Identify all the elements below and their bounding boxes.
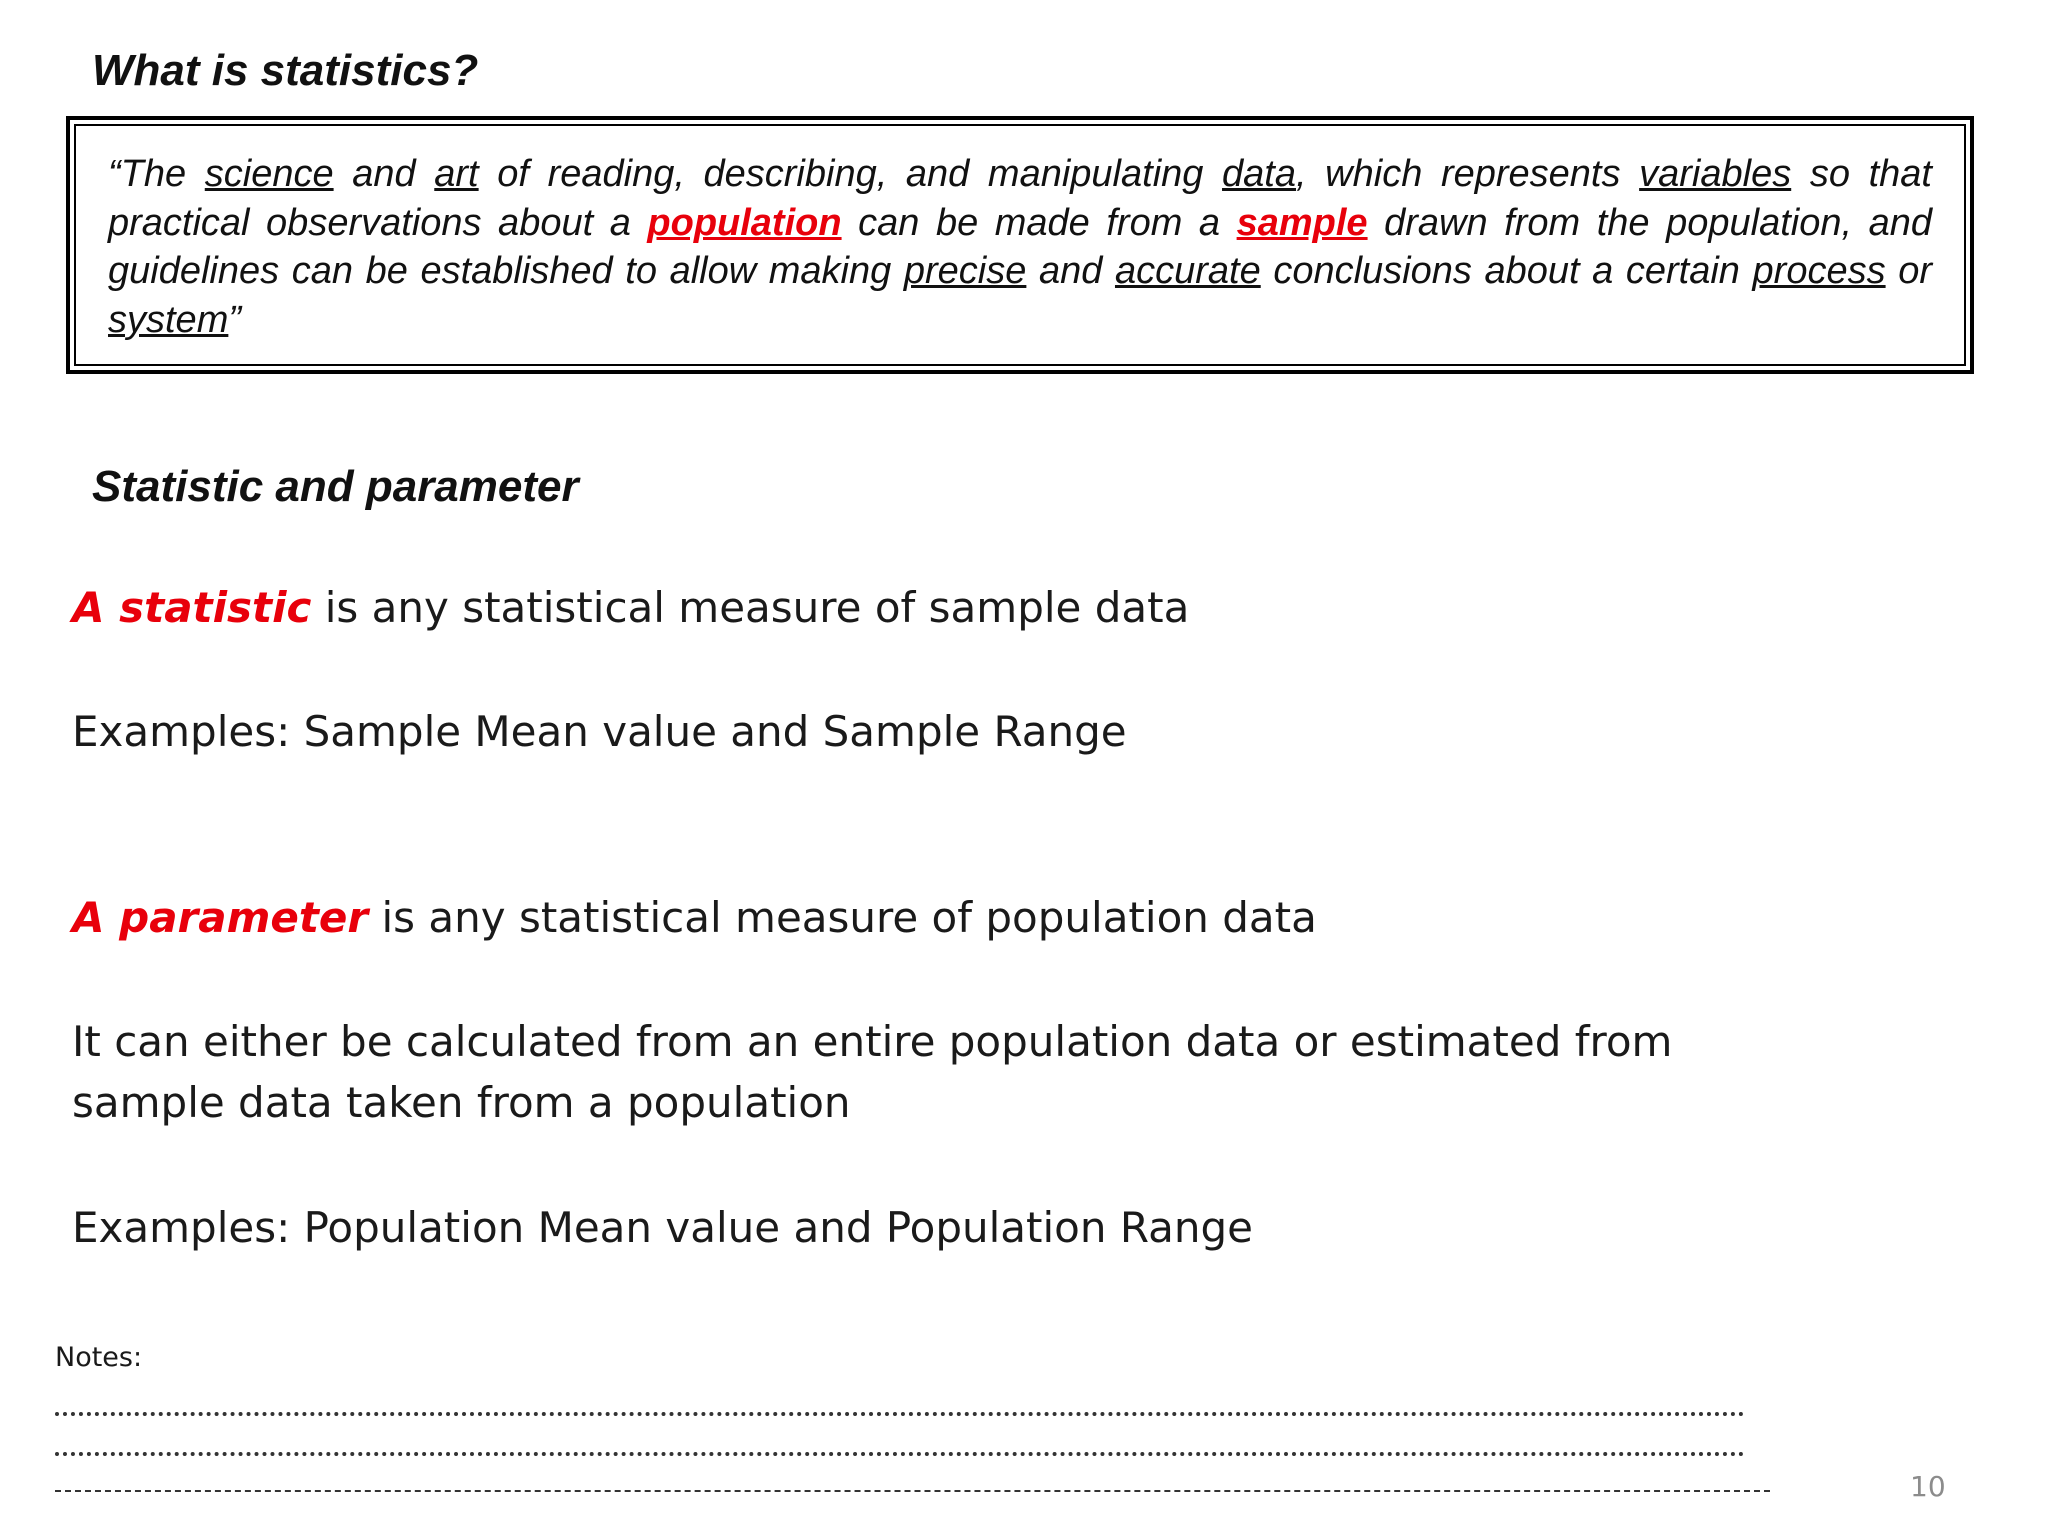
- quote-text-segment: of reading, describing, and manipulating: [478, 153, 1223, 195]
- quote-text-segment: or: [1885, 250, 1932, 292]
- quote-text-segment: conclusions about a certain: [1260, 250, 1753, 292]
- statistic-definition-text: is any statistical measure of sample data: [311, 583, 1190, 632]
- notes-label: Notes:: [55, 1342, 143, 1373]
- quote-underlined-term: art: [434, 153, 479, 195]
- quote-text-segment: and: [1026, 250, 1115, 292]
- quote-text-segment: , which represents: [1296, 153, 1640, 195]
- parameter-note-line-1: It can either be calculated from an entire population data or estimated from: [72, 1017, 1673, 1066]
- parameter-term: A parameter: [72, 893, 369, 942]
- quote-text-segment: “The: [108, 153, 205, 195]
- notes-dotted-line: [55, 1452, 1745, 1456]
- quote-key-term: population: [647, 201, 842, 244]
- quote-text-segment: can be made from a: [841, 201, 1237, 244]
- statistic-and-parameter-heading: Statistic and parameter: [92, 462, 579, 511]
- quote-text-segment: and: [333, 153, 435, 195]
- parameter-definition-text: is any statistical measure of population data: [368, 893, 1317, 942]
- definition-box-inner: [74, 124, 1966, 366]
- quote-underlined-term: precise: [903, 250, 1027, 292]
- notes-dashed-line: [55, 1490, 1770, 1492]
- quote-underlined-term: data: [1222, 153, 1296, 195]
- quote-text-segment: ”: [228, 298, 242, 341]
- quote-underlined-term: system: [108, 298, 229, 341]
- quote-underlined-term: process: [1752, 250, 1886, 292]
- statistic-definition: [72, 583, 1189, 632]
- quote-underlined-term: accurate: [1114, 250, 1261, 292]
- parameter-note-line-2: sample data taken from a population: [72, 1078, 851, 1127]
- quote-underlined-term: variables: [1639, 153, 1792, 195]
- statistic-examples: Examples: Sample Mean value and Sample Range: [72, 707, 1127, 756]
- parameter-examples: Examples: Population Mean value and Population Range: [72, 1203, 1253, 1252]
- statistic-term: A statistic: [72, 583, 312, 632]
- quote-key-term: sample: [1236, 201, 1368, 244]
- what-is-statistics-heading: What is statistics?: [92, 46, 479, 95]
- statistics-definition-quote: [108, 150, 1932, 344]
- page-number: 10: [1910, 1470, 1946, 1503]
- quote-text-segment: drawn from the population, and guidelines can be established to allow making: [108, 201, 1932, 292]
- notes-dotted-line: [55, 1412, 1745, 1416]
- parameter-definition: [72, 893, 1317, 942]
- quote-underlined-term: science: [204, 153, 334, 195]
- definition-box: [66, 116, 1974, 374]
- quote-text-segment: so that practical observations about a: [108, 153, 1932, 244]
